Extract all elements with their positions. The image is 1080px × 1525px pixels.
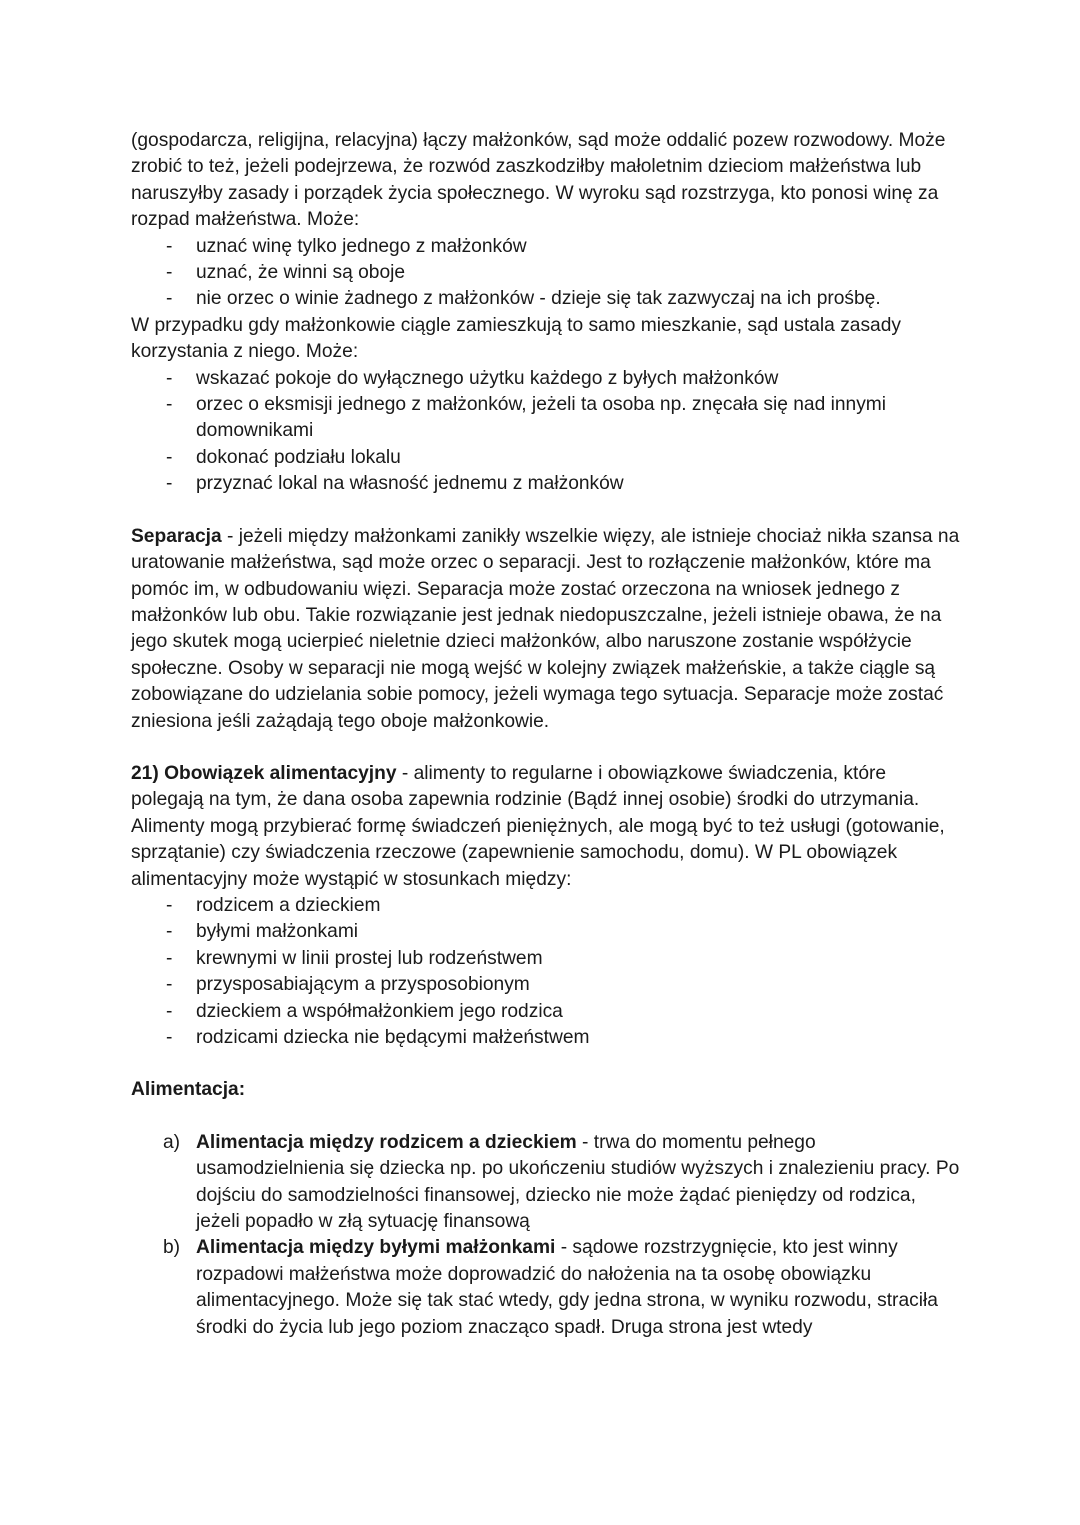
- alimentation-list: [131, 1130, 961, 1341]
- list-item: - przyznać lokal na własność jednemu z małżonków: [131, 471, 961, 497]
- spacer: [131, 1104, 961, 1130]
- document-page: [131, 128, 961, 1341]
- alimony-duty-paragraph: [131, 761, 961, 893]
- list-item: - dzieckiem a współmałżonkiem jego rodzica: [131, 999, 961, 1025]
- list-item: [131, 1235, 961, 1341]
- alimony-duty-text: - alimenty to regularne i obowiązkowe świadczenia, które polegają na tym, że dana osoba zapewnia rodzinie (Bądź innej osobie) środki do utrzymania. Alimenty mogą przybierać formę świadczeń pieniężnych, ale mogą być to też usługi (gotowanie, sprzątanie) czy świadczenia rzeczowe (zapewnienie samochodu, domu). W PL obowiązek alimentacyjny może wystąpić w stosunkach między:: [131, 762, 945, 890]
- separation-term: Separacja: [131, 525, 222, 547]
- list-item: - wskazać pokoje do wyłącznego użytku każdego z byłych małżonków: [131, 366, 961, 392]
- list-item: - orzec o eksmisji jednego z małżonków, jeżeli ta osoba np. znęcała się nad innymi domownikami: [131, 392, 961, 445]
- list-marker: b): [163, 1237, 181, 1259]
- list-item: - rodzicami dziecka nie będącymi małżeństwem: [131, 1025, 961, 1051]
- housing-paragraph: W przypadku gdy małżonkowie ciągle zamieszkują to samo mieszkanie, sąd ustala zasady korzystania z niego. Może:: [131, 314, 901, 363]
- list-item: - byłymi małżonkami: [131, 919, 961, 945]
- intro-paragraph: (gospodarcza, religijna, relacyjna) łączy małżonków, sąd może oddalić pozew rozwodowy. Może zrobić to też, jeżeli podejrzewa, że rozwód zaszkodziłby małoletnim dzieciom małżeństwa lub naruszyłby zasady i porządek życia społecznego. W wyroku sąd rozstrzyga, kto ponosi winę za rozpad małżeństwa. Może:: [131, 130, 946, 231]
- list-marker: a): [163, 1131, 181, 1153]
- item-text: - trwa do momentu pełnego usamodzielnienia się dziecka np. po ukończeniu studiów wyższych i znalezieniu pracy. Po dojściu do samodzielności finansowej, dziecko nie może żądać pieniędzy od rodzica, jeżeli popadło w złą sytuację finansową: [196, 1131, 960, 1233]
- item-term: Alimentacja między rodzicem a dzieckiem: [196, 1131, 577, 1153]
- list-item: - uznać winę tylko jednego z małżonków: [131, 234, 961, 260]
- item-term: Alimentacja między byłymi małżonkami: [196, 1237, 556, 1259]
- separation-text: - jeżeli między małżonkami zanikły wszelkie więzy, ale istnieje chociaż nikła szansa na uratowanie małżeństwa, sąd może orzec o separacji. Jest to rozłączenie małżonków, które ma pomóc im, w odbudowaniu więzi. Separacja może zostać orzeczona na wniosek jednego z małżonków lub obu. Takie rozwiązanie jest jednak niedopuszczalne, jeżeli istnieje obawa, że na jego skutek mogą ucierpieć nieletnie dzieci małżonków, albo naruszone zostanie współżycie społeczne. Osoby w separacji nie mogą wejść w kolejny związek małżeńskie, a także ciągle są zobowiązane do udzielania sobie pomocy, jeżeli wymaga tego sytuacja. Separacje może zostać zniesiona jeśli zażądają tego oboje małżonkowie.: [131, 525, 960, 732]
- list-item: [131, 1130, 961, 1236]
- list-item: - dokonać podziału lokalu: [131, 445, 961, 471]
- list-item: - krewnymi w linii prostej lub rodzeństwem: [131, 946, 961, 972]
- spacer: [131, 1051, 961, 1077]
- alimony-relations-list: [131, 893, 961, 1051]
- list-item: - przysposabiającym a przysposobionym: [131, 972, 961, 998]
- list-item: - uznać, że winni są oboje: [131, 260, 961, 286]
- list-item: - nie orzec o winie żadnego z małżonków - dzieje się tak zazwyczaj na ich prośbę.: [131, 286, 961, 312]
- spacer: [131, 498, 961, 524]
- item-text: - sądowe rozstrzygnięcie, kto jest winny rozpadowi małżeństwa może doprowadzić do nałożenia na ta osobę obowiązku alimentacyjnego. Może się tak stać wtedy, gdy jedna strona, w wyniku rozwodu, straciła środki do życia lub jego poziom znacząco spadł. Druga strona jest wtedy: [196, 1237, 938, 1338]
- list-item: - rodzicem a dzieckiem: [131, 893, 961, 919]
- separation-paragraph: [131, 524, 961, 735]
- spacer: [131, 735, 961, 761]
- verdict-options-list: [131, 234, 961, 313]
- alimentation-heading: Alimentacja:: [131, 1079, 246, 1101]
- housing-options-list: [131, 366, 961, 498]
- alimony-duty-term: 21) Obowiązek alimentacyjny: [131, 762, 397, 784]
